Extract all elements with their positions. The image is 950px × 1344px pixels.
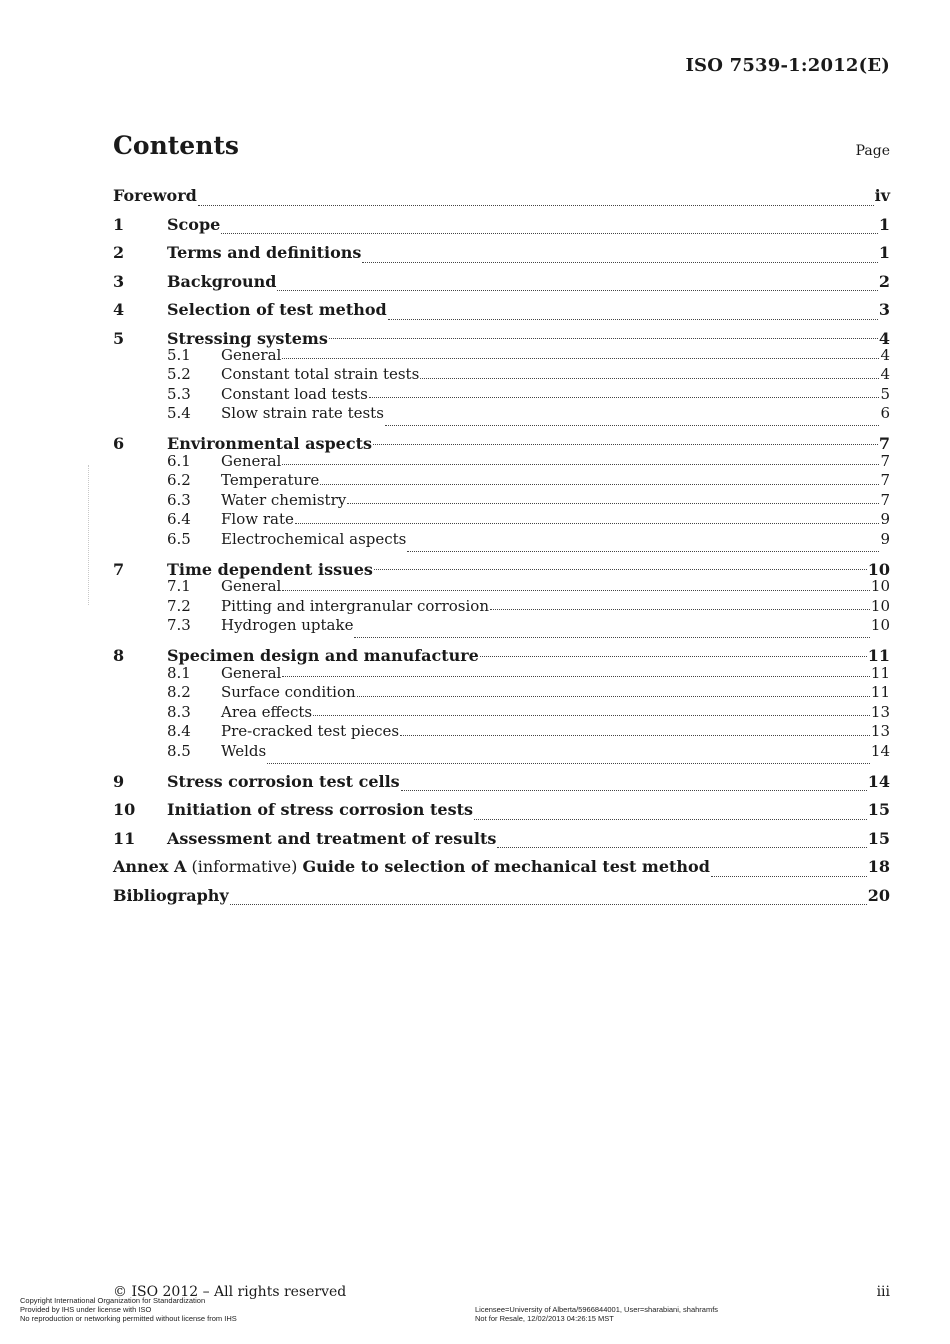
- toc-title: Surface condition: [221, 683, 356, 702]
- toc-subentry[interactable]: [113, 471, 890, 491]
- stamp-line: Copyright International Organization for Standardization: [20, 1296, 206, 1305]
- license-stamp-right: [475, 1305, 718, 1323]
- toc-subentry[interactable]: [113, 722, 890, 742]
- toc-subentry[interactable]: [113, 346, 890, 366]
- stamp-line: Provided by IHS under license with ISO: [20, 1305, 152, 1314]
- toc-page-number: 4: [880, 345, 890, 364]
- toc-page-number: 10: [870, 577, 890, 596]
- toc-page-number: 4: [878, 328, 890, 348]
- license-stamp-left: [20, 1296, 237, 1323]
- toc-title: Pitting and intergranular corrosion: [221, 596, 489, 615]
- toc-number: 6: [113, 434, 125, 454]
- toc-entry[interactable]: [113, 298, 890, 327]
- toc-title: Scope: [167, 214, 221, 234]
- toc-subentry[interactable]: [113, 703, 890, 723]
- toc-page-number: 1: [878, 214, 890, 234]
- toc-title: Water chemistry: [221, 490, 347, 509]
- toc-subentry[interactable]: [113, 365, 890, 385]
- footer-copyright: © ISO 2012 – All rights reserved: [113, 1284, 347, 1300]
- dot-leader: [369, 396, 880, 398]
- toc-title: Time dependent issues: [167, 559, 373, 579]
- toc-entry[interactable]: [113, 855, 890, 884]
- toc-page-number: 5: [880, 384, 890, 403]
- toc-title: General: [221, 577, 282, 596]
- dot-leader: [400, 734, 870, 736]
- toc-subentry[interactable]: [113, 385, 890, 405]
- toc-title: Selection of test method: [167, 300, 387, 319]
- toc-title: Constant total strain tests: [221, 365, 420, 384]
- toc-page-number: 13: [870, 702, 890, 721]
- toc-number: 1: [113, 214, 125, 234]
- toc-title: Environmental aspects: [167, 434, 372, 454]
- toc-entry[interactable]: [113, 770, 890, 799]
- footer-page-number: iii: [876, 1284, 890, 1300]
- toc-number: 8.4: [167, 722, 191, 741]
- toc-title-note: (informative): [186, 857, 303, 877]
- toc-page-number: 15: [867, 828, 890, 848]
- toc-page-number: 6: [880, 404, 890, 423]
- toc-page-number: 3: [878, 300, 890, 319]
- dot-leader: [385, 424, 880, 426]
- stamp-line: Licensee=University of Alberta/5966844001, User=sharabiani, shahramfs: [475, 1305, 719, 1314]
- toc-page-number: 11: [870, 683, 890, 702]
- document-id: ISO 7539-1:2012(E): [685, 55, 890, 76]
- toc-number: 3: [113, 271, 125, 291]
- dot-leader: [474, 818, 867, 820]
- dot-leader: [230, 903, 867, 905]
- toc-subentry[interactable]: [113, 491, 890, 511]
- toc-number: 7.1: [167, 577, 191, 596]
- toc-page-number: 14: [870, 741, 890, 760]
- toc-page-number: 11: [867, 646, 890, 666]
- toc-page-number: 10: [867, 559, 890, 579]
- toc-number: 7: [113, 559, 125, 579]
- toc-number: 8.1: [167, 663, 191, 682]
- dot-leader: [407, 550, 879, 552]
- dot-leader: [282, 463, 879, 465]
- dot-leader: [480, 655, 867, 657]
- toc-entry[interactable]: [113, 432, 890, 454]
- toc-page-number: 10: [870, 616, 890, 635]
- toc-page-number: 7: [880, 490, 890, 509]
- toc-number: 6.2: [167, 471, 191, 490]
- dot-leader: [420, 377, 879, 379]
- dot-leader: [711, 875, 867, 877]
- dot-leader: [388, 318, 878, 320]
- toc-page-number: 13: [870, 722, 890, 741]
- toc-title: Background: [167, 271, 277, 291]
- dot-leader: [374, 568, 867, 570]
- stamp-line: No reproduction or networking permitted without license from IHS: [20, 1314, 237, 1323]
- toc-title: Foreword: [113, 186, 197, 205]
- toc-number: 5.3: [167, 384, 191, 403]
- toc-title: Stress corrosion test cells: [167, 771, 400, 791]
- toc-page-number: 10: [870, 596, 890, 615]
- toc-page-number: iv: [874, 186, 890, 205]
- toc-page-number: 9: [880, 510, 890, 529]
- toc-title: Hydrogen uptake: [221, 616, 354, 635]
- toc-title: Welds: [221, 741, 267, 760]
- toc-number: 5.1: [167, 345, 191, 364]
- dot-leader: [198, 204, 874, 206]
- toc-title: Bibliography: [113, 885, 229, 905]
- toc-page-number: 7: [880, 471, 890, 490]
- toc-page-number: 15: [867, 800, 890, 820]
- dot-leader: [401, 789, 867, 791]
- toc-entry[interactable]: [113, 213, 890, 242]
- toc-title-main: Annex A: [113, 857, 187, 877]
- toc-title: General: [221, 451, 282, 470]
- margin-watermark-mark: [88, 465, 91, 605]
- toc-title: [113, 855, 710, 879]
- toc-title: Initiation of stress corrosion tests: [167, 800, 473, 820]
- page-column-label: Page: [855, 143, 890, 159]
- toc-entry[interactable]: [113, 884, 890, 913]
- dot-leader: [357, 695, 870, 697]
- toc-title: Stressing systems: [167, 328, 328, 348]
- stamp-line: Not for Resale, 12/02/2013 04:26:15 MST: [475, 1314, 614, 1323]
- toc-number: 6.3: [167, 490, 191, 509]
- dot-leader: [313, 714, 870, 716]
- toc-subentry[interactable]: [113, 452, 890, 472]
- toc-subentry[interactable]: [113, 577, 890, 597]
- toc-number: 4: [113, 300, 125, 319]
- toc-number: 2: [113, 243, 125, 262]
- toc-page-number: 20: [867, 885, 890, 905]
- toc-title: Pre-cracked test pieces: [221, 722, 400, 741]
- dot-leader: [320, 483, 879, 485]
- dot-leader: [295, 522, 880, 524]
- toc-entry[interactable]: [113, 184, 890, 213]
- toc-title: Assessment and treatment of results: [167, 828, 497, 848]
- toc-number: 6.1: [167, 451, 191, 470]
- toc-title: Terms and definitions: [167, 243, 362, 262]
- toc-title: Constant load tests: [221, 384, 368, 403]
- dot-leader: [282, 589, 870, 591]
- contents-title: Contents: [113, 131, 240, 160]
- toc-subentry[interactable]: [113, 597, 890, 617]
- toc-number: 8.3: [167, 702, 191, 721]
- toc-page-number: 9: [880, 529, 890, 548]
- toc-subentry[interactable]: [113, 510, 890, 530]
- toc-page-number: 7: [878, 434, 890, 454]
- toc-entry[interactable]: [113, 241, 890, 270]
- toc-number: 5.4: [167, 404, 191, 423]
- dot-leader: [282, 675, 870, 677]
- toc-title: Specimen design and manufacture: [167, 646, 479, 666]
- toc-subentry[interactable]: [113, 742, 890, 770]
- toc-page-number: 1: [878, 243, 890, 262]
- dot-leader: [362, 261, 877, 263]
- toc-entry[interactable]: [113, 327, 890, 346]
- toc-title: General: [221, 345, 282, 364]
- dot-leader: [277, 289, 877, 291]
- dot-leader: [282, 357, 879, 359]
- toc-title: Flow rate: [221, 510, 294, 529]
- dot-leader: [497, 846, 866, 848]
- toc-number: 11: [113, 828, 136, 848]
- toc-page-number: 7: [880, 451, 890, 470]
- toc-page-number: 14: [867, 771, 890, 791]
- toc-page-number: 11: [870, 663, 890, 682]
- toc-title-rest: Guide to selection of mechanical test method: [302, 857, 710, 877]
- toc-title: Temperature: [221, 471, 320, 490]
- toc-number: 7.3: [167, 616, 191, 635]
- toc-page-number: 2: [878, 271, 890, 291]
- toc-title: Area effects: [221, 702, 313, 721]
- toc-title: Electrochemical aspects: [221, 529, 407, 548]
- dot-leader: [221, 232, 878, 234]
- toc-number: 8: [113, 646, 125, 666]
- toc-number: 10: [113, 800, 136, 820]
- toc-page-number: 18: [867, 857, 890, 877]
- toc-number: 5.2: [167, 365, 191, 384]
- toc-number: 6.5: [167, 529, 191, 548]
- toc-number: 7.2: [167, 596, 191, 615]
- toc-subentry[interactable]: [113, 683, 890, 703]
- dot-leader: [373, 443, 878, 445]
- toc-subentry[interactable]: [113, 404, 890, 432]
- toc-subentry[interactable]: [113, 664, 890, 684]
- toc-entry[interactable]: [113, 827, 890, 856]
- dot-leader: [354, 636, 869, 638]
- toc-number: 8.5: [167, 741, 191, 760]
- toc-number: 9: [113, 771, 125, 791]
- toc-title: Slow strain rate tests: [221, 404, 384, 423]
- table-of-contents: [113, 184, 890, 912]
- toc-entry[interactable]: [113, 558, 890, 577]
- dot-leader: [329, 337, 878, 339]
- dot-leader: [490, 608, 870, 610]
- toc-number: 8.2: [167, 683, 191, 702]
- toc-subentry[interactable]: [113, 616, 890, 644]
- toc-number: 6.4: [167, 510, 191, 529]
- toc-entry[interactable]: [113, 798, 890, 827]
- toc-page-number: 4: [880, 365, 890, 384]
- toc-entry[interactable]: [113, 270, 890, 299]
- dot-leader: [267, 762, 870, 764]
- toc-title: General: [221, 663, 282, 682]
- toc-number: 5: [113, 328, 125, 348]
- dot-leader: [347, 502, 879, 504]
- toc-entry[interactable]: [113, 644, 890, 666]
- toc-subentry[interactable]: [113, 530, 890, 558]
